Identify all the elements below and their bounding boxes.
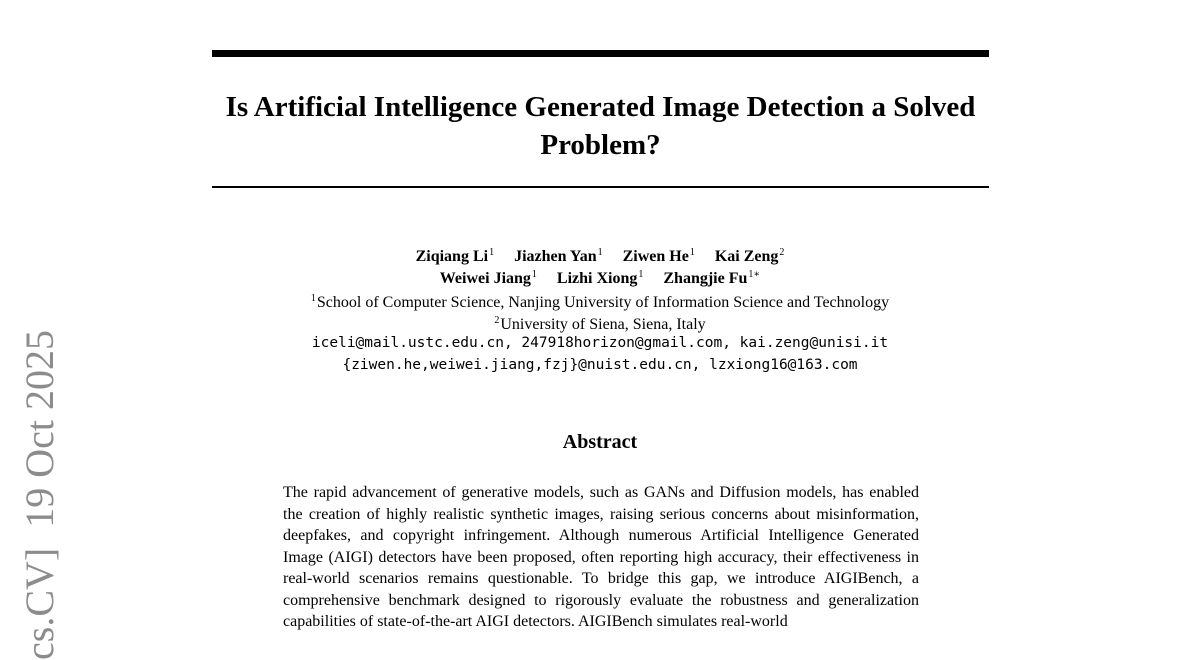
top-rule	[212, 50, 989, 57]
author: Ziwen He$^1$	[622, 247, 695, 265]
author: Jiazhen Yan$^1$	[514, 247, 603, 265]
author: Zhangjie $Fu^{1∗}$	[663, 269, 761, 287]
author: Lizhi Xiong$^1$	[556, 269, 644, 287]
bottom-rule	[212, 186, 989, 188]
email-line-2[interactable]: {ziwen.he,weiwei.jiang,fzj}@nuist.edu.cn, lzxiong16@163.com	[342, 357, 858, 373]
abstract-heading: Abstract	[562, 431, 638, 453]
arxiv-stamp: cs.CV] 19 Oct 2025	[17, 330, 62, 660]
affiliation-1: $^1$School of Computer Science, Nanjing University of Information Science and Technology	[310, 293, 890, 311]
paper-title: Is Artificial Intelligence Generated Image Detection a Solved Problem?	[225, 91, 976, 161]
author: Kai Zeng$^2$	[714, 247, 785, 265]
abstract-text: The rapid advancement of generative models, such as GANs and Diffusion models, has enabled the creation of highly realistic synthetic images, raising serious concerns about misinformation, deepfakes, and copyright infringement. Although numerous Artificial Intelligence Generated Image (AIGI) detectors have been proposed, often reporting high accuracy, their effectiveness in real-world scenarios remains questionable. To bridge this gap, we introduce AIGIBench, a comprehensive benchmark designed to rigorously evaluate the robustness and generalization capabilities of state-of-the-art AIGI detectors. AIGIBench simulates real-world	[283, 484, 919, 630]
authors-line-2	[0, 264, 1200, 289]
author: Weiwei Jiang$^1$	[439, 269, 537, 287]
email-line-1[interactable]: iceli@mail.ustc.edu.cn, 247918horizon@gmail.com, kai.zeng@unisi.it	[311, 335, 889, 351]
author: Ziqiang Li$^1$	[415, 247, 495, 265]
affiliation-2: $^2$University of Siena, Siena, Italy	[494, 315, 706, 333]
